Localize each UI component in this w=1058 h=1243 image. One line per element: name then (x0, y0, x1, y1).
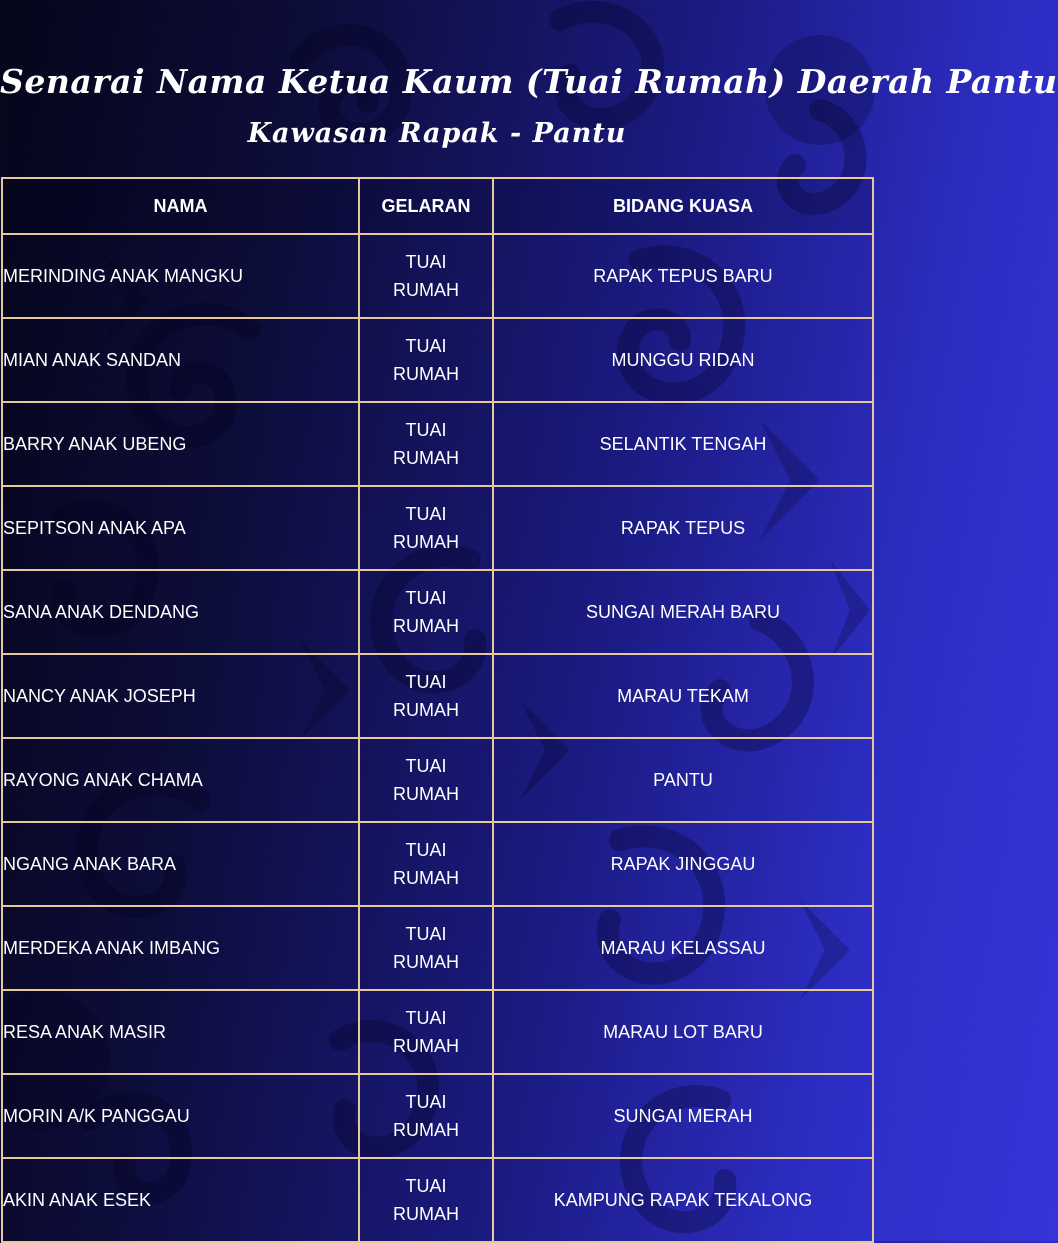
table-row (2, 738, 873, 822)
cell-bidang-kuasa: KAMPUNG RAPAK TEKALONG (493, 1158, 873, 1242)
page-subtitle: Kawasan Rapak - Pantu (247, 118, 627, 149)
gelaran-line-1: TUAI (405, 336, 447, 356)
gelaran-line-1: TUAI (405, 1092, 447, 1112)
cell-gelaran (359, 990, 493, 1074)
gelaran-line-1: TUAI (405, 1008, 447, 1028)
gelaran-line-1: TUAI (405, 840, 447, 860)
gelaran-line-2: RUMAH (393, 952, 459, 972)
cell-nama: NGANG ANAK BARA (2, 822, 359, 906)
cell-bidang-kuasa: SELANTIK TENGAH (493, 402, 873, 486)
cell-bidang-kuasa: MARAU TEKAM (493, 654, 873, 738)
cell-nama: RAYONG ANAK CHAMA (2, 738, 359, 822)
cell-bidang-kuasa: MUNGGU RIDAN (493, 318, 873, 402)
table-row (2, 1158, 873, 1242)
gelaran-line-1: TUAI (405, 252, 447, 272)
cell-bidang-kuasa: MARAU KELASSAU (493, 906, 873, 990)
table-row (2, 234, 873, 318)
gelaran-line-2: RUMAH (393, 1204, 459, 1224)
cell-bidang-kuasa: RAPAK TEPUS (493, 486, 873, 570)
cell-gelaran (359, 486, 493, 570)
cell-bidang-kuasa: SUNGAI MERAH BARU (493, 570, 873, 654)
gelaran-line-1: TUAI (405, 420, 447, 440)
table-row (2, 486, 873, 570)
gelaran-line-2: RUMAH (393, 1120, 459, 1140)
gelaran-line-2: RUMAH (393, 868, 459, 888)
page-title: Senarai Nama Ketua Kaum (Tuai Rumah) Daerah Pantu (0, 62, 1058, 101)
gelaran-line-1: TUAI (405, 588, 447, 608)
cell-gelaran (359, 906, 493, 990)
table-row (2, 570, 873, 654)
cell-gelaran (359, 402, 493, 486)
cell-bidang-kuasa: RAPAK TEPUS BARU (493, 234, 873, 318)
cell-gelaran (359, 738, 493, 822)
cell-gelaran (359, 1158, 493, 1242)
cell-nama: SEPITSON ANAK APA (2, 486, 359, 570)
gelaran-line-1: TUAI (405, 1176, 447, 1196)
gelaran-line-1: TUAI (405, 504, 447, 524)
cell-nama: MORIN A/K PANGGAU (2, 1074, 359, 1158)
column-header-nama: NAMA (2, 178, 359, 234)
cell-gelaran (359, 318, 493, 402)
cell-nama: SANA ANAK DENDANG (2, 570, 359, 654)
cell-bidang-kuasa: SUNGAI MERAH (493, 1074, 873, 1158)
table-row (2, 402, 873, 486)
gelaran-line-1: TUAI (405, 672, 447, 692)
cell-nama: AKIN ANAK ESEK (2, 1158, 359, 1242)
gelaran-line-2: RUMAH (393, 784, 459, 804)
cell-nama: MERDEKA ANAK IMBANG (2, 906, 359, 990)
table-row (2, 906, 873, 990)
cell-gelaran (359, 654, 493, 738)
table-row (2, 990, 873, 1074)
gelaran-line-2: RUMAH (393, 532, 459, 552)
gelaran-line-2: RUMAH (393, 280, 459, 300)
gelaran-line-1: TUAI (405, 756, 447, 776)
cell-nama: RESA ANAK MASIR (2, 990, 359, 1074)
gelaran-line-1: TUAI (405, 924, 447, 944)
cell-nama: MERINDING ANAK MANGKU (2, 234, 359, 318)
column-header-bidang-kuasa: BIDANG KUASA (493, 178, 873, 234)
cell-gelaran (359, 822, 493, 906)
cell-nama: MIAN ANAK SANDAN (2, 318, 359, 402)
table-row (2, 822, 873, 906)
gelaran-line-2: RUMAH (393, 448, 459, 468)
cell-gelaran (359, 1074, 493, 1158)
cell-nama: BARRY ANAK UBENG (2, 402, 359, 486)
cell-gelaran (359, 234, 493, 318)
cell-bidang-kuasa: PANTU (493, 738, 873, 822)
cell-gelaran (359, 570, 493, 654)
cell-bidang-kuasa: RAPAK JINGGAU (493, 822, 873, 906)
table-row (2, 654, 873, 738)
table-row (2, 318, 873, 402)
table-header-row (2, 178, 873, 234)
page-header (0, 0, 1058, 176)
column-header-gelaran: GELARAN (359, 178, 493, 234)
cell-nama: NANCY ANAK JOSEPH (2, 654, 359, 738)
gelaran-line-2: RUMAH (393, 364, 459, 384)
gelaran-line-2: RUMAH (393, 616, 459, 636)
gelaran-line-2: RUMAH (393, 1036, 459, 1056)
cell-bidang-kuasa: MARAU LOT BARU (493, 990, 873, 1074)
leaders-table (1, 177, 874, 1243)
gelaran-line-2: RUMAH (393, 700, 459, 720)
table-row (2, 1074, 873, 1158)
